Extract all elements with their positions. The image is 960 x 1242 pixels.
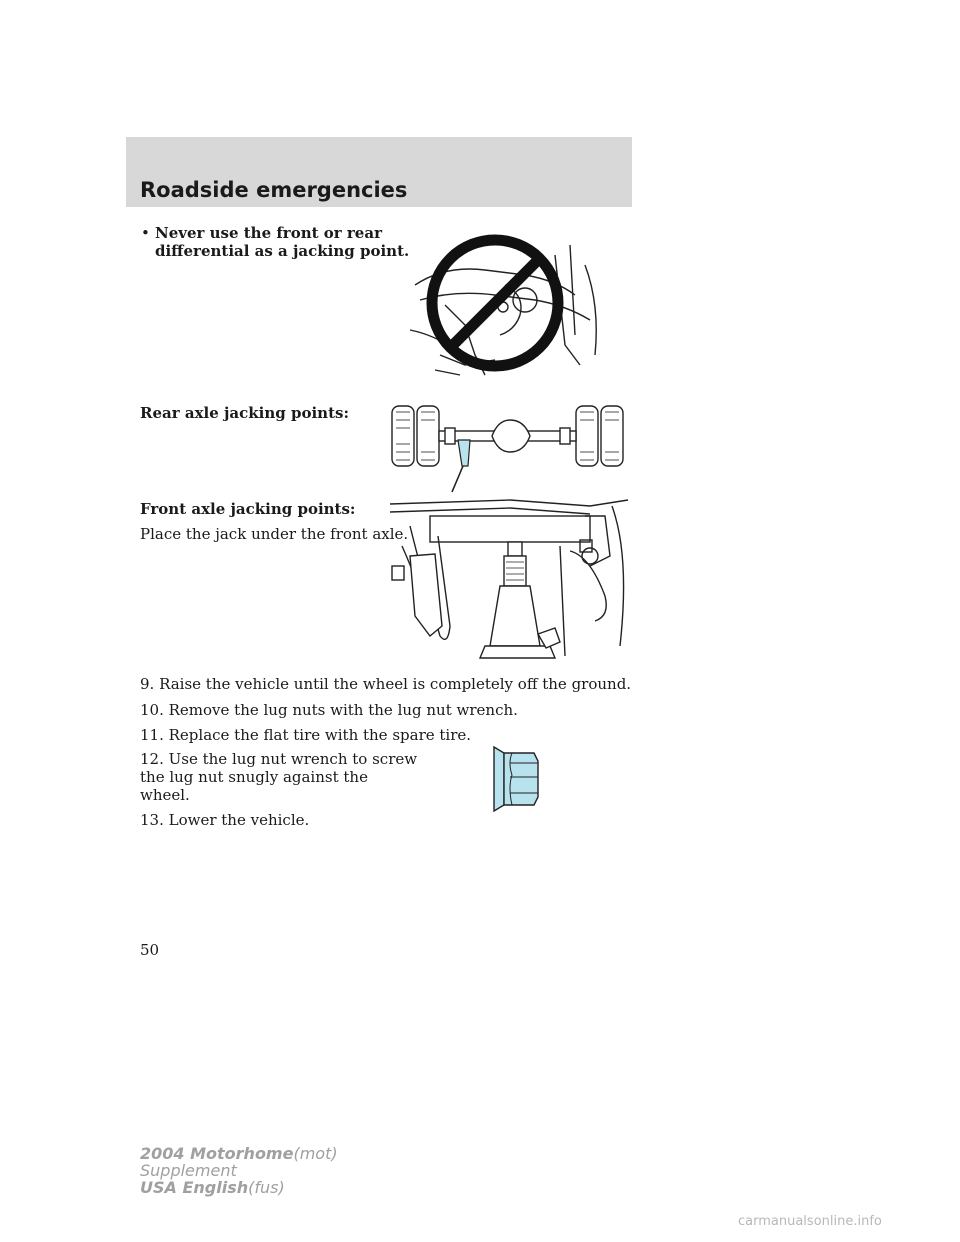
footer-model: 2004 Motorhome [140, 1144, 294, 1163]
watermark: carmanualsonline.info [738, 1214, 882, 1229]
footer-language: USA English [140, 1178, 249, 1197]
step-12-line-2: the lug nut snugly against the [140, 768, 368, 786]
front-axle-instruction: Place the jack under the front axle. [140, 525, 409, 543]
warning-line-2: differential as a jacking point. [155, 242, 410, 260]
step-13: 13. Lower the vehicle. [140, 811, 310, 829]
footer-doc-type: Supplement [140, 1161, 237, 1180]
front-axle-jack-illustration [390, 496, 635, 666]
footer-model-line [140, 1145, 338, 1162]
step-12-line-1: 12. Use the lug nut wrench to screw [140, 750, 418, 768]
footer-language-line [140, 1179, 338, 1196]
document-footer [140, 1145, 338, 1196]
step-12-line-3: wheel. [140, 786, 190, 804]
rear-axle-illustration [388, 404, 633, 496]
rear-axle-heading: Rear axle jacking points: [140, 404, 349, 422]
step-11: 11. Replace the flat tire with the spare tire. [140, 726, 472, 744]
section-title: Roadside emergencies [140, 178, 408, 202]
page-number: 50 [140, 941, 160, 959]
bullet-icon: • [141, 224, 150, 242]
front-axle-heading: Front axle jacking points: [140, 500, 356, 518]
no-differential-jacking-illustration [405, 225, 605, 385]
lug-nut-illustration [490, 743, 542, 815]
footer-language-code: (fus) [248, 1178, 285, 1197]
footer-model-code: (mot) [293, 1144, 338, 1163]
warning-line-1: Never use the front or rear [155, 224, 382, 242]
step-10: 10. Remove the lug nuts with the lug nut wrench. [140, 701, 518, 719]
step-9: 9. Raise the vehicle until the wheel is completely off the ground. [140, 675, 632, 693]
